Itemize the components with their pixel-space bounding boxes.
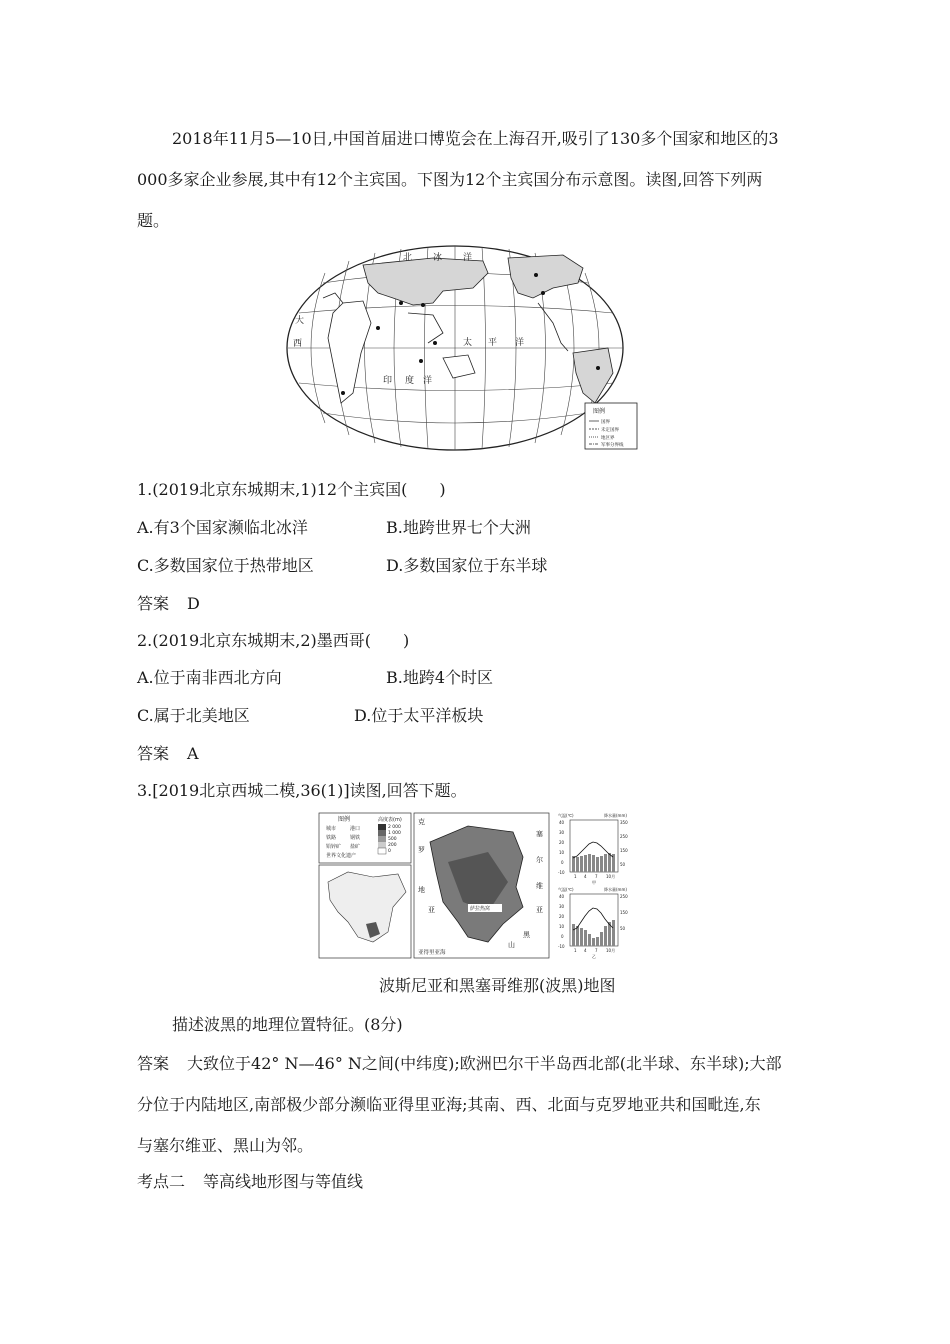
svg-text:尔: 尔 [536,856,543,864]
svg-text:10: 10 [559,924,565,929]
q3-stem: 3.[2019北京西城二模,36(1)]读图,回答下题。 [137,781,467,800]
svg-text:7: 7 [595,948,598,953]
svg-text:亚: 亚 [536,906,543,914]
svg-text:萨拉热窝: 萨拉热窝 [470,906,491,912]
svg-text:40: 40 [559,894,565,899]
ocean-label: 印 [383,376,393,386]
q3-answer-line-2: 分位于内陆地区,南部极少部分濒临亚得里亚海;其南、西、北面与克罗地亚共和国毗连,东 [137,1095,761,1114]
svg-text:-10: -10 [558,944,565,949]
svg-text:50: 50 [620,926,626,931]
svg-text:铅锌矿: 铅锌矿 [326,844,342,850]
svg-text:城市: 城市 [326,826,337,832]
svg-text:世界文化遗产: 世界文化遗产 [326,853,357,859]
q2-option-c: C.属于北美地区 [137,706,250,725]
svg-text:盐矿: 盐矿 [350,844,361,850]
answer-value: D [187,594,200,613]
ocean-label: 洋 [423,376,433,386]
svg-text:0: 0 [561,860,564,865]
answer-label: 答案 [137,1054,170,1073]
svg-text:250: 250 [620,834,628,839]
q1-option-b: B.地跨世界七个大洲 [386,518,531,537]
svg-text:4: 4 [584,948,587,953]
svg-text:黑: 黑 [523,931,530,939]
q2-option-a: A.位于南非西北方向 [137,668,282,687]
world-map-figure [283,243,638,455]
climate-chart-2 [558,886,628,959]
svg-text:200: 200 [388,843,397,848]
svg-text:10月: 10月 [606,874,616,879]
svg-text:气温(℃): 气温(℃) [558,813,574,818]
q2-answer [137,744,199,764]
svg-text:30: 30 [559,904,565,909]
answer-value: A [187,744,199,763]
q1-option-c: C.多数国家位于热带地区 [137,556,314,575]
svg-text:地: 地 [418,886,425,894]
ocean-label: 西 [293,339,303,349]
svg-text:军事分界线: 军事分界线 [601,443,624,448]
svg-text:罗: 罗 [418,846,425,854]
section-label: 考点二 [137,1172,186,1191]
svg-text:国界: 国界 [601,420,610,425]
q1-option-d: D.多数国家位于东半球 [386,556,548,575]
svg-text:山: 山 [508,941,515,949]
figure-caption: 波斯尼亚和黑塞哥维那(波黑)地图 [379,976,616,995]
svg-text:乙: 乙 [592,954,596,959]
svg-text:150: 150 [620,848,628,853]
svg-text:50: 50 [620,862,626,867]
svg-text:1: 1 [574,874,577,879]
svg-text:维: 维 [536,882,543,890]
intro-line-1: 2018年11月5—10日,中国首届进口博览会在上海召开,吸引了130多个国家和地区的3 [172,129,779,148]
svg-text:10: 10 [559,850,565,855]
svg-text:亚得里亚海: 亚得里亚海 [418,950,446,956]
svg-text:塞: 塞 [536,830,543,838]
q2-option-b: B.地跨4个时区 [386,668,494,687]
svg-text:钢铁: 钢铁 [350,835,361,841]
bosnia-map-figure [318,812,636,960]
ocean-label: 北 [403,253,413,263]
svg-text:10月: 10月 [606,948,616,953]
svg-text:高度表(m): 高度表(m) [378,817,402,823]
svg-text:甲: 甲 [592,880,596,885]
q1-answer [137,594,200,614]
ocean-label: 太 [463,338,473,348]
ocean-label: 度 [405,376,415,386]
q1-option-a: A.有3个国家濒临北冰洋 [137,518,308,537]
world-map-legend [585,403,637,449]
svg-text:亚: 亚 [428,906,435,914]
bosnia-map [318,812,636,960]
q1-stem: 1.(2019北京东城期末,1)12个主宾国( ) [137,480,446,499]
svg-text:2 000: 2 000 [388,825,401,830]
svg-text:未定国界: 未定国界 [601,428,619,433]
answer-label: 答案 [137,594,170,613]
world-map [283,243,638,455]
ocean-label: 洋 [515,338,525,348]
svg-text:0: 0 [561,934,564,939]
q2-stem: 2.(2019北京东城期末,2)墨西哥( ) [137,631,410,650]
svg-text:40: 40 [559,820,565,825]
svg-text:7: 7 [595,874,598,879]
svg-text:1: 1 [574,948,577,953]
svg-text:港口: 港口 [350,826,361,832]
q2-option-d: D.位于太平洋板块 [354,706,484,725]
q3-answer-line-1 [137,1054,782,1074]
svg-text:-10: -10 [558,870,565,875]
svg-text:4: 4 [584,874,587,879]
section-title: 等高线地形图与等值线 [203,1172,364,1191]
intro-line-2: 000多家企业参展,其中有12个主宾国。下图为12个主宾国分布示意图。读图,回答下列两 [137,170,763,189]
svg-text:地区界: 地区界 [601,436,615,441]
ocean-label: 冰 [433,253,443,263]
svg-text:20: 20 [559,840,565,845]
intro-line-3: 题。 [137,211,170,230]
svg-text:30: 30 [559,830,565,835]
section-header [137,1172,363,1192]
svg-text:0: 0 [388,849,391,854]
svg-text:350: 350 [620,820,628,825]
answer-text: 大致位于42° N—46° N之间(中纬度);欧洲巴尔干半岛西北部(北半球、东半球);大部 [187,1054,782,1073]
legend-title: 图例 [593,408,606,415]
svg-text:500: 500 [388,837,397,842]
ocean-label: 洋 [463,253,473,263]
climate-chart-1 [558,812,628,885]
svg-text:250: 250 [620,894,628,899]
answer-label: 答案 [137,744,170,763]
q3-prompt: 描述波黑的地理位置特征。(8分) [172,1015,403,1034]
svg-text:气温(℃): 气温(℃) [558,887,574,892]
svg-text:降水量(mm): 降水量(mm) [604,887,627,892]
svg-text:20: 20 [559,914,565,919]
ocean-label: 大 [295,316,305,326]
svg-text:铁路: 铁路 [326,835,337,841]
ocean-label: 平 [488,338,498,348]
q3-answer-line-3: 与塞尔维亚、黑山为邻。 [137,1136,314,1155]
svg-text:1 000: 1 000 [388,831,401,836]
svg-text:图例: 图例 [338,816,351,823]
svg-text:克: 克 [418,818,425,826]
svg-text:150: 150 [620,910,628,915]
svg-text:降水量(mm): 降水量(mm) [604,813,627,818]
